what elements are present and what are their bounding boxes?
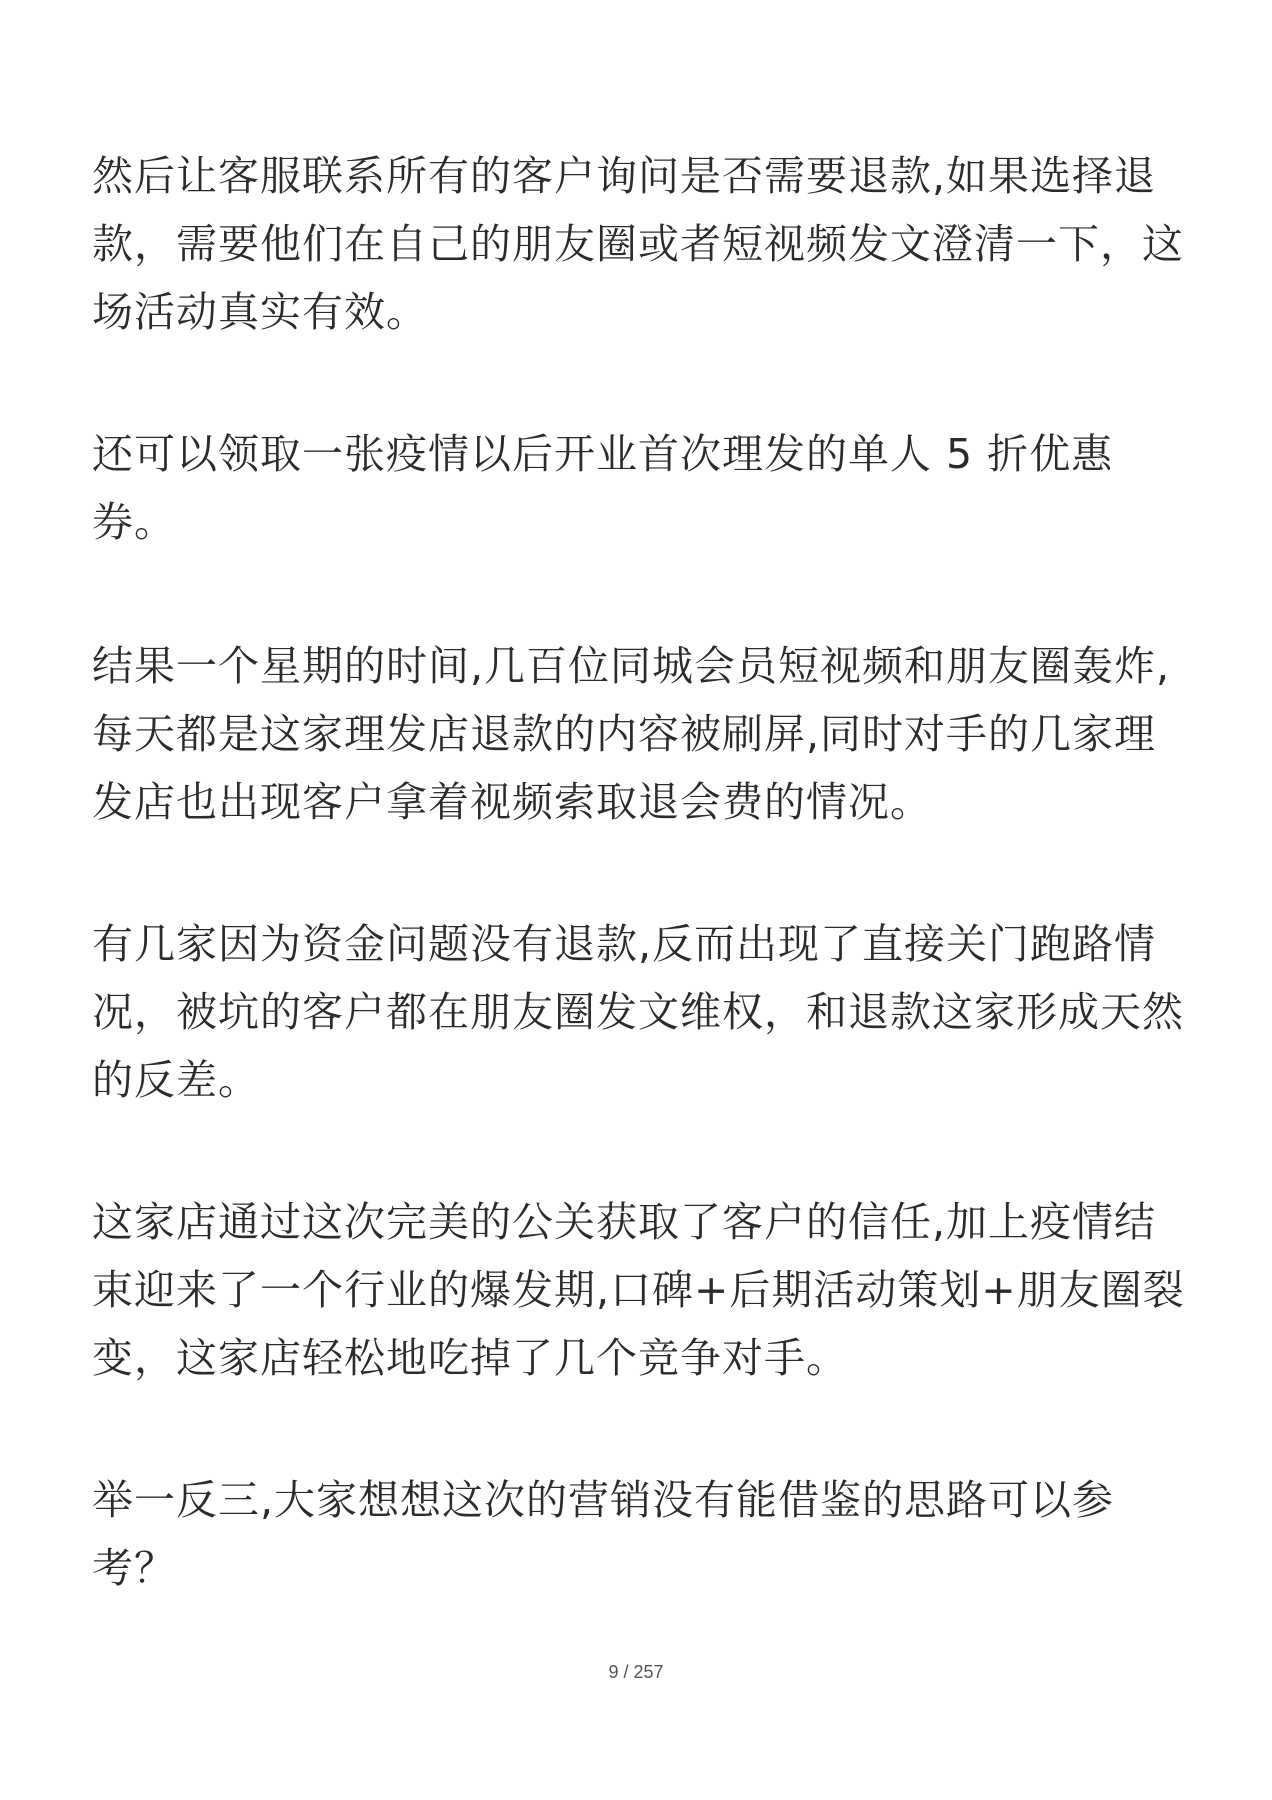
- paragraph-coupon: 还可以领取一张疫情以后开业首次理发的单人 5 折优惠券。: [92, 430, 1114, 546]
- paragraph-outcome: 这家店通过这次完美的公关获取了客户的信任,加上疫情结束迎来了一个行业的爆发期,口碑+后期活动策划+朋友圈裂变，这家店轻松地吃掉了几个竞争对手。: [92, 1198, 1185, 1382]
- document-body: [92, 142, 1192, 1678]
- paragraph-refund-outreach: 然后让客服联系所有的客户询问是否需要退款,如果选择退款，需要他们在自己的朋友圈或者短视频发文澄清一下，这场活动真实有效。: [92, 152, 1184, 336]
- page-number: 9 / 257: [608, 1662, 664, 1682]
- paragraph-takeaway: 举一反三,大家想想这次的营销没有能借鉴的思路可以参考？: [92, 1476, 1115, 1592]
- paragraph-results: 结果一个星期的时间,几百位同城会员短视频和朋友圈轰炸,每天都是这家理发店退款的内容被刷屏,同时对手的几家理发店也出现客户拿着视频索取退会费的情况。: [92, 642, 1171, 826]
- paragraph-competitors: 有几家因为资金问题没有退款,反而出现了直接关门跑路情况，被坑的客户都在朋友圈发文维权，和退款这家形成天然的反差。: [92, 920, 1184, 1104]
